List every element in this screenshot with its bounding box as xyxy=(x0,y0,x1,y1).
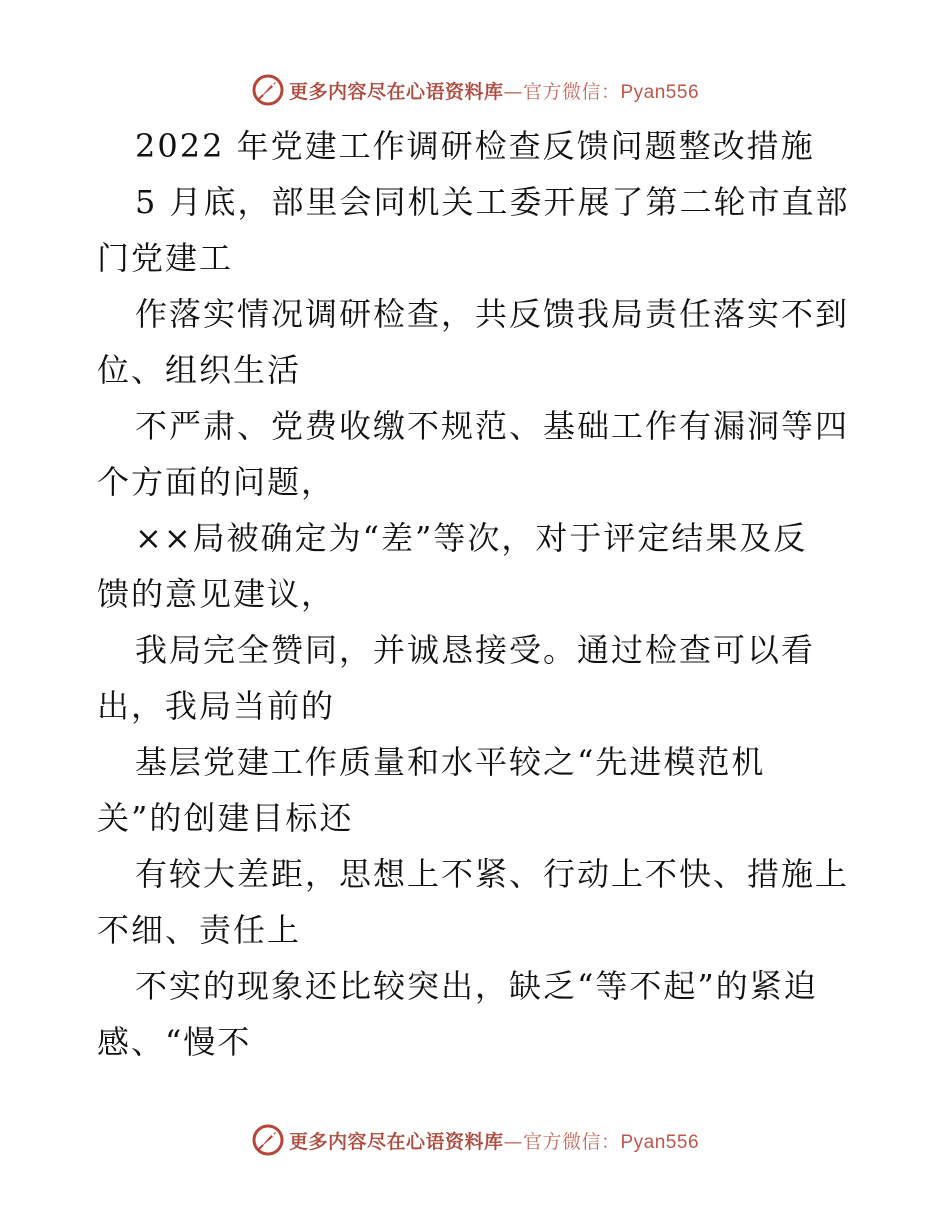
document-lines xyxy=(97,174,857,1070)
footer-banner-part1: 更多内容尽在心语资料库 xyxy=(288,1130,504,1153)
paragraph-line: 门党建工 xyxy=(97,239,234,277)
paragraph-line: ××局被确定为“差”等次，对于评定结果及反 xyxy=(135,519,808,557)
footer-banner-text xyxy=(289,1127,699,1154)
header-banner-text xyxy=(289,77,699,104)
paragraph-line: 出，我局当前的 xyxy=(97,687,336,725)
paragraph-line: 感、“慢不 xyxy=(97,1023,252,1061)
paragraph-line: 馈的意见建议， xyxy=(97,575,336,613)
pen-nib-logo-icon xyxy=(251,1123,285,1157)
paragraph-line: 不严肃、党费收缴不规范、基础工作有漏洞等四 xyxy=(135,407,850,445)
paragraph-line: 我局完全赞同，并诚恳接受。通过检查可以看 xyxy=(135,631,816,669)
paragraph-line: 不实的现象还比较突出，缺乏“等不起”的紧迫 xyxy=(135,967,818,1005)
document-title: 2022 年党建工作调研检查反馈问题整改措施 xyxy=(135,127,815,165)
header-banner-part1: 更多内容尽在心语资料库 xyxy=(288,80,504,103)
paragraph-line: 关”的创建目标还 xyxy=(97,799,354,837)
footer-banner-part3: Pyan556 xyxy=(620,1131,700,1153)
header-banner xyxy=(0,70,950,110)
paragraph-line: 不细、责任上 xyxy=(97,911,302,949)
paragraph-line: 个方面的问题， xyxy=(97,463,336,501)
header-banner-part2: —官方微信： xyxy=(503,80,621,103)
document-body xyxy=(97,118,857,1070)
paragraph-line: 位、组织生活 xyxy=(97,351,302,389)
paragraph-line: 基层党建工作质量和水平较之“先进模范机 xyxy=(135,743,766,781)
paragraph-line: 作落实情况调研检查，共反馈我局责任落实不到 xyxy=(135,295,850,333)
footer-banner-part2: —官方微信： xyxy=(503,1130,621,1153)
paragraph-line: 5 月底，部里会同机关工委开展了第二轮市直部 xyxy=(135,183,850,221)
pen-nib-logo-icon xyxy=(251,73,285,107)
footer-banner xyxy=(0,1120,950,1160)
header-banner-part3: Pyan556 xyxy=(620,81,700,103)
paragraph-line: 有较大差距，思想上不紧、行动上不快、措施上 xyxy=(135,855,850,893)
